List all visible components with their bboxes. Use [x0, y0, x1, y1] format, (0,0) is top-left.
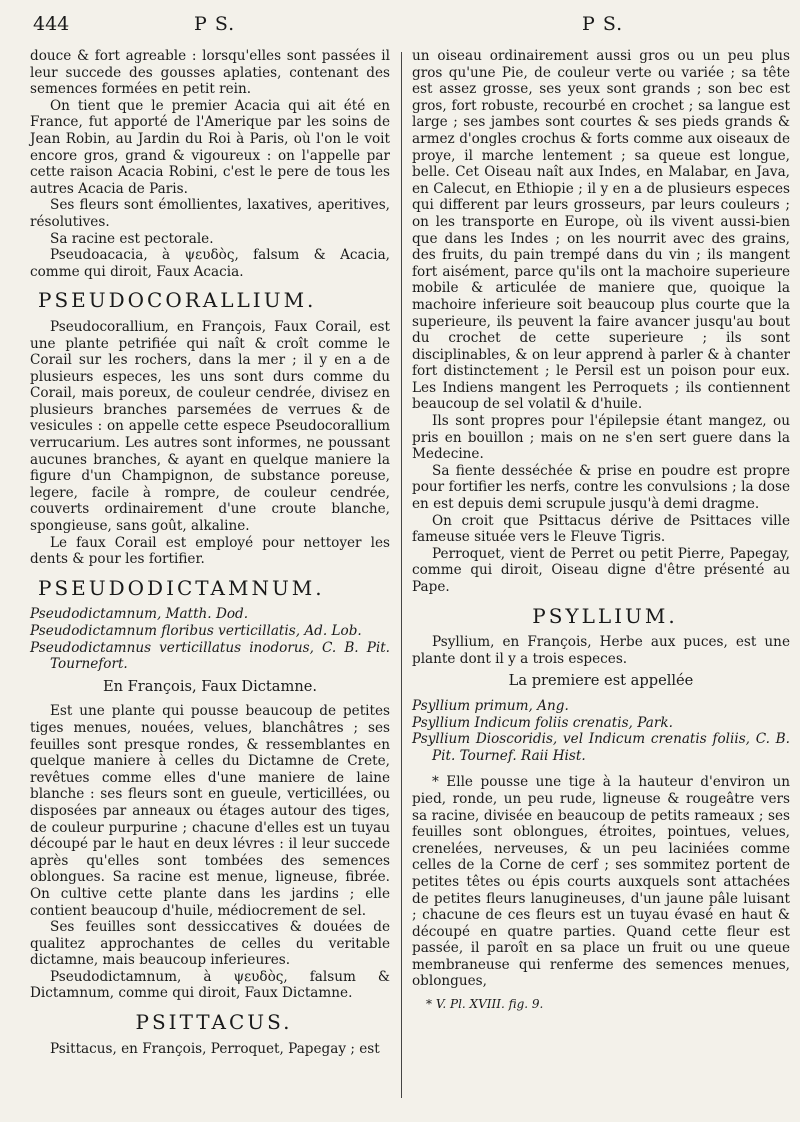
- left-column: [30, 48, 390, 1057]
- synonym-line: Psyllium Dioscoridis, vel Indicum crenatis foliis, C. B. Pit. Tournef. Raii Hist.: [412, 731, 790, 764]
- synonym-line: Pseudodictamnus verticillatus inodorus, C. B. Pit. Tournefort.: [30, 639, 390, 673]
- paragraph: Pseudoacacia, à ψευδὸς, falsum & Acacia, comme qui diroit, Faux Acacia.: [30, 247, 390, 280]
- synonym-line: Psyllium Indicum foliis crenatis, Park.: [412, 714, 673, 731]
- paragraph: Le faux Corail est employé pour nettoyer les dents & pour les fortifier.: [30, 534, 390, 568]
- paragraph: douce & fort agreable : lorsqu'elles sont passées il leur succede des gousses aplaties, contenant des semences formées en petit rein.: [30, 48, 390, 98]
- paragraph: Pseudodictamnum, à ψευδὸς, falsum & Dictamnum, comme qui diroit, Faux Dictamne.: [30, 968, 390, 1002]
- running-header: [0, 13, 800, 40]
- column-divider: [401, 52, 402, 1098]
- paragraph: On tient que le premier Acacia qui ait été en France, fut apporté de l'Amerique par les soins de Jean Robin, au Jardin du Roi à Paris, où l'on le voit encore gros, grand & vigoureux : on l'appelle par cette raison Acacia Robini, c'est le pere de tous les autres Acacia de Paris.: [30, 97, 390, 197]
- footnote: * V. Pl. XVIII. fig. 9.: [426, 997, 544, 1012]
- paragraph: * Elle pousse une tige à la hauteur d'environ un pied, ronde, un peu rude, ligneuse & rougeâtre vers sa racine, divisée en beaucoup de petits rameaux ; ses feuilles sont oblongues, étroites, pointues, velues, crenelées, nerveuses, & un peu laciniées comme celles de la Corne de cerf ; ses sommitez portent de petites têtes ou épis courts auxquels sont attachées de petites fleurs lanugineuses, d'un jaune pâle luisant ; chacune de ces fleurs est un tuyau évasé en haut & découpé en quatre parties. Quand cette fleur est passée, il paroît en sa place un fruit ou une queue membraneuse qui renferme des semences menues, oblongues,: [412, 774, 790, 990]
- paragraph: Ils sont propres pour l'épilepsie étant mangez, ou pris en bouillon ; mais on ne s'en sert guere dans la Medecine.: [412, 413, 790, 463]
- entry-heading-pseudocorallium: PSEUDOCORALLIUM.: [38, 288, 317, 313]
- page-number: 444: [33, 13, 70, 35]
- paragraph: On croit que Psittacus dérive de Psittaces ville fameuse située vers le Fleuve Tigris.: [412, 512, 790, 546]
- paragraph: Psittacus, en François, Perroquet, Papegay ; est: [50, 1040, 380, 1057]
- paragraph: Sa fiente desséchée & prise en poudre est propre pour fortifier les nerfs, contre les convulsions ; la dose en est depuis demi scrupule jusqu'à demi dragme.: [412, 462, 790, 513]
- subheading: La premiere est appellée: [508, 672, 694, 690]
- running-head-left: P S.: [194, 13, 236, 35]
- running-head-right: P S.: [582, 13, 624, 35]
- paragraph: un oiseau ordinairement aussi gros ou un peu plus gros qu'une Pie, de couleur verte ou variée ; sa tête est assez grosse, ses yeux sont grands ; son bec est gros, fort robuste, recourbé en crochet ; sa langue est large ; ses jambes sont courtes & ses pieds grands & armez d'ongles crochus & forts comme aux oiseaux de proye, il marche lentement ; sa queue est longue, belle. Cet Oiseau naît aux Indes, en Malabar, en Java, en Calecut, en Ethiopie ; il y en a de plusieurs especes qui different par leurs grosseurs, par leurs couleurs ; on les transporte en Europe, où ils vivent aussi-bien que dans les Indes ; on les nourrit avec des grains, des fruits, du pain trempé dans du vin ; ils mangent fort aisément, parce qu'ils ont la machoire superieure mobile & articulée de maniere que, quoique la machoire inferieure soit beaucoup plus courte que la superieure, ils peuvent la faire avancer jusqu'au bout du crochet de cette superieure ; ils sont disciplinables, & on leur apprend à parler & à chanter fort distinctement ; le Persil est un poison pour eux. Les Indiens mangent les Perroquets ; ils contiennent beaucoup de sel volatil & d'huile.: [412, 48, 790, 413]
- right-column: [412, 48, 790, 1013]
- paragraph: Psyllium, en François, Herbe aux puces, est une plante dont il y a trois especes.: [412, 634, 790, 667]
- entry-heading-pseudodictamnum: PSEUDODICTAMNUM.: [38, 575, 325, 600]
- synonym-line: Pseudodictamnum, Matth. Dod.: [30, 606, 249, 623]
- french-name-line: En François, Faux Dictamne.: [102, 677, 317, 695]
- paragraph: Sa racine est pectorale.: [50, 230, 214, 247]
- paragraph: Ses feuilles sont dessiccatives & douées de qualitez approchantes de celles du veritable dictamne, mais beaucoup inferieures.: [30, 919, 390, 969]
- entry-heading-psyllium: PSYLLIUM.: [532, 603, 678, 628]
- entry-heading-psittacus: PSITTACUS.: [135, 1010, 293, 1035]
- synonym-line: Psyllium primum, Ang.: [412, 697, 569, 714]
- synonym-line: Pseudodictamnum floribus verticillatis, Ad. Lob.: [30, 623, 362, 639]
- paragraph: Ses fleurs sont émollientes, laxatives, aperitives, résolutives.: [30, 197, 390, 230]
- paragraph: Pseudocorallium, en François, Faux Corail, est une plante petrifiée qui naît & croît comme le Corail sur les rochers, dans la mer ; il y en a de plusieurs especes, les uns sont durs comme du Corail, mais poreux, de couleur cendrée, divisez en plusieurs branches parsemées de verrues & de vesicules : on appelle cette espece Pseudocorallium verrucarium. Les autres sont informes, ne poussant aucunes branches, & ayant en quelque maniere la figure d'un Champignon, de substance poreuse, legere, facile à rompre, de couleur cendrée, couverts ordinairement d'une croute blanche, spongieuse, sans goût, alkaline.: [30, 318, 390, 535]
- paragraph: Perroquet, vient de Perret ou petit Pierre, Papegay, comme qui diroit, Oiseau digne d'être présenté au Pape.: [412, 545, 790, 595]
- paragraph: Est une plante qui pousse beaucoup de petites tiges menues, nouées, velues, blanchâtres ; ses feuilles sont presque rondes, & ressemblantes en quelque maniere à celles du Dictamne de Crete, revêtues comme elles d'une maniere de laine blanche : ses fleurs sont en gueule, verticillées, ou disposées par anneaux ou étages autour des tiges, de couleur purpurine ; chacune d'elles est un tuyau découpé par le haut en deux lévres : il leur succede après qu'elles sont tombées des semences oblongues. Sa racine est menue, ligneuse, fibrée. On cultive cette plante dans les jardins ; elle contient beaucoup d'huile, médiocrement de sel.: [30, 703, 390, 919]
